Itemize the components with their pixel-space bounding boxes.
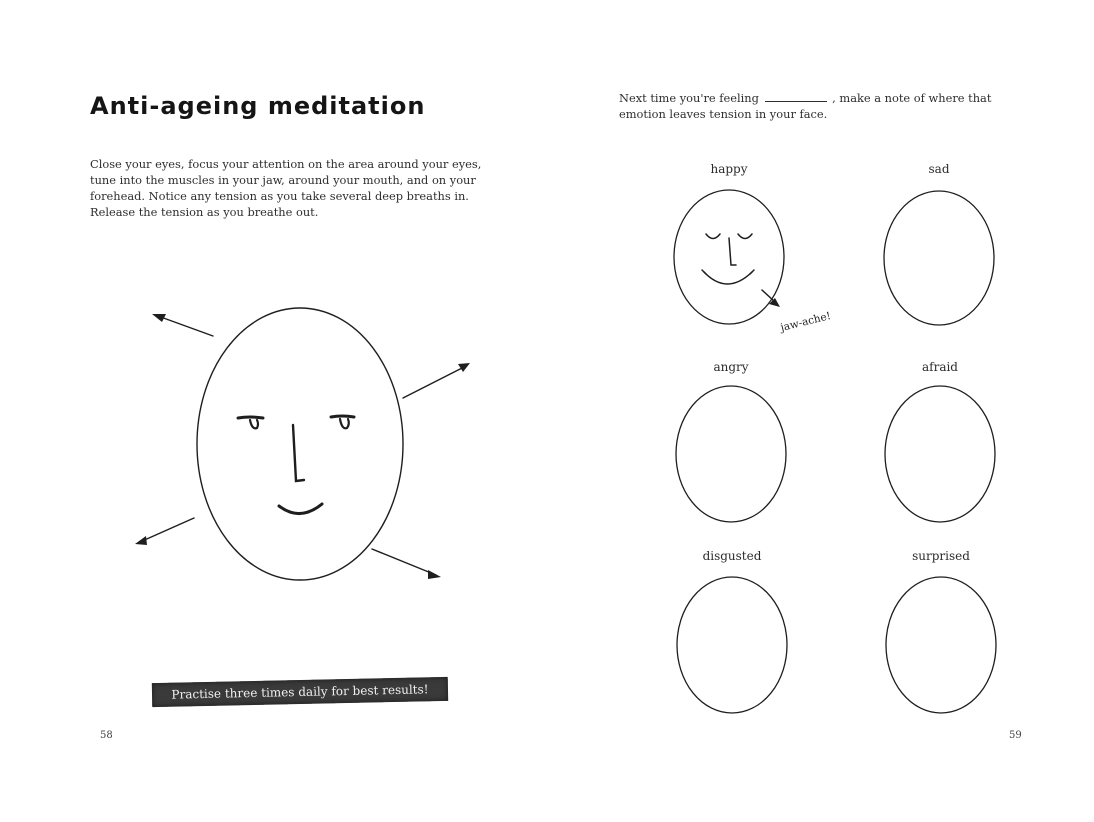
smile-icon (279, 504, 322, 514)
arrowhead-top-left (152, 314, 166, 322)
emotion-label-afraid: afraid (921, 360, 958, 374)
fill-in-blank[interactable] (765, 90, 827, 102)
page-number-right: 59 (1009, 730, 1022, 741)
prompt-text (619, 90, 1039, 122)
arrow-bottom-left (140, 518, 194, 542)
prompt-before: Next time you're feeling (619, 91, 759, 105)
emotion-label-happy: happy (710, 162, 748, 176)
nose-icon (293, 425, 304, 481)
nose-icon (729, 238, 736, 265)
meditation-instructions: Close your eyes, focus your attention on the area around your eyes, tune into the muscles in your jaw, around your mouth, and on your forehead. Notice any tension as you take several deep breaths in. Release the tension as you breathe out. (90, 157, 482, 219)
emotion-label-surprised: surprised (912, 549, 970, 563)
face-oval-surprised[interactable] (884, 575, 998, 717)
practice-banner: Practise three times daily for best results! (152, 677, 448, 707)
emotion-label-angry: angry (713, 360, 749, 374)
arrow-right (403, 366, 466, 398)
face-oval-angry[interactable] (674, 384, 788, 526)
right-eye-icon (331, 416, 354, 417)
right-page (547, 0, 1094, 822)
arrowhead-right (458, 363, 470, 372)
page-number-left: 58 (100, 730, 113, 741)
arrowhead-bottom-right (428, 570, 441, 579)
smile-icon (704, 272, 752, 284)
jaw-ache-annotation: jaw-ache! (779, 309, 833, 335)
face-oval-afraid[interactable] (883, 384, 997, 526)
emotion-label-disgusted: disgusted (702, 549, 762, 563)
prompt-after: , make a note of where that emotion leaves tension in your face. (619, 91, 992, 121)
page-title: Anti-ageing meditation (90, 92, 426, 120)
face-oval-sad[interactable] (882, 188, 996, 330)
arrowhead-bottom-left (135, 536, 147, 545)
emotion-label-sad: sad (928, 162, 950, 176)
closed-eye-right-icon (738, 234, 752, 239)
left-eye-icon (238, 417, 263, 418)
face-oval-happy[interactable] (672, 188, 792, 330)
face-illustration (130, 300, 490, 600)
closed-eye-left-icon (706, 234, 720, 239)
face-outline (197, 308, 403, 580)
arrow-bottom-right (372, 549, 436, 575)
arrow-top-left (158, 316, 213, 336)
face-oval-disgusted[interactable] (675, 575, 789, 717)
